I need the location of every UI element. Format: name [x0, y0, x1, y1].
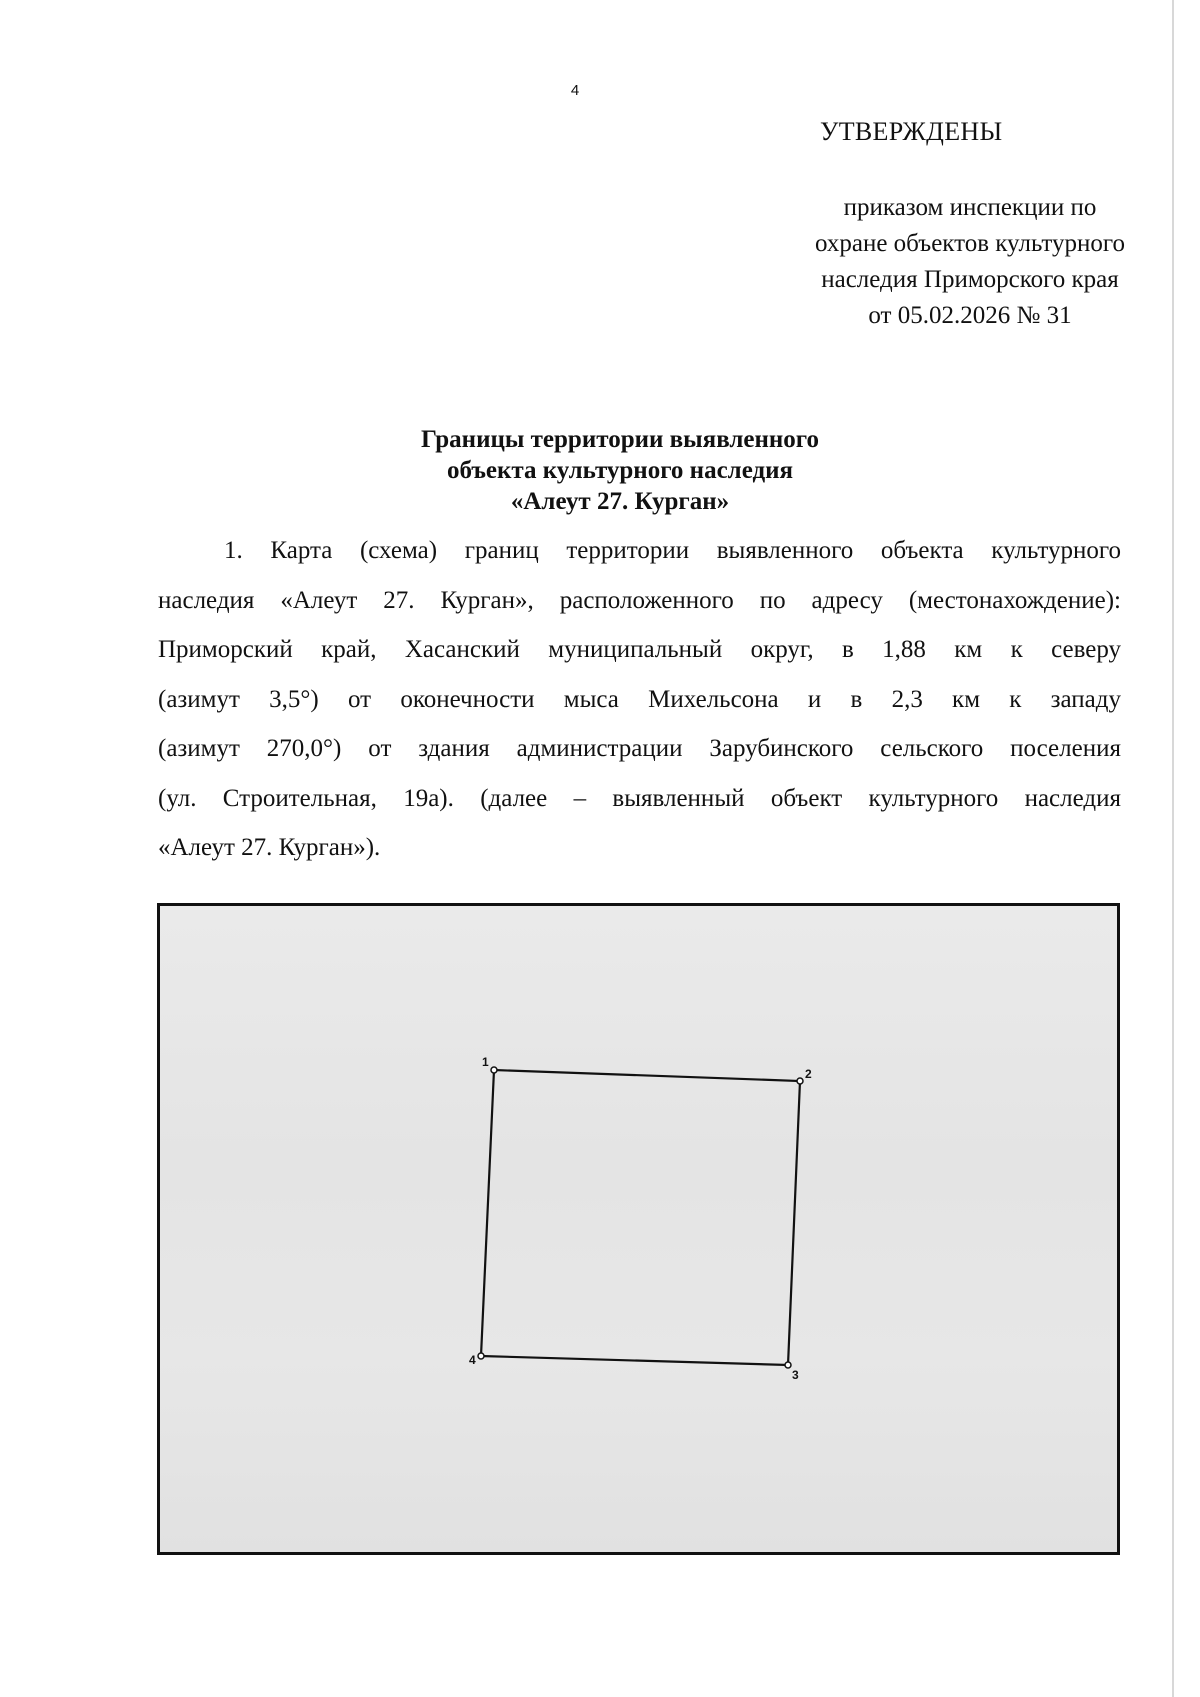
paragraph-line: (азимут 270,0°) от здания администрации Зарубинского сельского поселения	[158, 735, 1121, 762]
paragraph-line: Приморский край, Хасанский муниципальный округ, в 1,88 км к северу	[158, 636, 1121, 663]
boundary-point-label-1: 1	[482, 1055, 489, 1069]
boundary-point-4	[478, 1353, 484, 1359]
paragraph-line: (азимут 3,5°) от оконечности мыса Михельсона и в 2,3 км к западу	[158, 685, 1121, 713]
body-paragraph	[158, 526, 1121, 873]
document-title-line: объекта культурного наследия	[446, 457, 794, 484]
boundary-map	[157, 903, 1120, 1555]
document-title-line: Границы территории выявленного	[420, 426, 820, 453]
boundary-point-label-3: 3	[792, 1368, 799, 1382]
boundary-point-label-4: 4	[469, 1353, 476, 1367]
paragraph-line: (ул. Строительная, 19а). (далее – выявленный объект культурного наследия	[158, 784, 1121, 812]
boundary-point-1	[491, 1067, 497, 1073]
approval-line: охране объектов культурного	[814, 230, 1125, 257]
paragraph-line: 1. Карта (схема) границ территории выявленного объекта культурного	[224, 537, 1121, 564]
boundary-point-2	[797, 1078, 803, 1084]
document-title	[300, 424, 940, 517]
approval-title: УТВЕРЖДЕНЫ	[820, 117, 1003, 146]
approval-line: от 05.02.2026 № 31	[868, 302, 1072, 329]
approval-block	[780, 190, 1160, 334]
approval-line: приказом инспекции по	[843, 194, 1097, 221]
paragraph-line: наследия «Алеут 27. Курган», расположенного по адресу (местонахождение):	[158, 586, 1121, 614]
page-edge	[1172, 0, 1174, 1697]
boundary-point-3	[785, 1362, 791, 1368]
paragraph-line: «Алеут 27. Курган»).	[158, 834, 381, 861]
approval-line: наследия Приморского края	[821, 266, 1119, 293]
boundary-point-label-2: 2	[805, 1067, 812, 1081]
document-title-line: «Алеут 27. Курган»	[510, 488, 730, 515]
territory-boundary	[481, 1070, 800, 1365]
page-number: 4	[570, 82, 580, 99]
boundary-map-svg	[160, 906, 1117, 1552]
